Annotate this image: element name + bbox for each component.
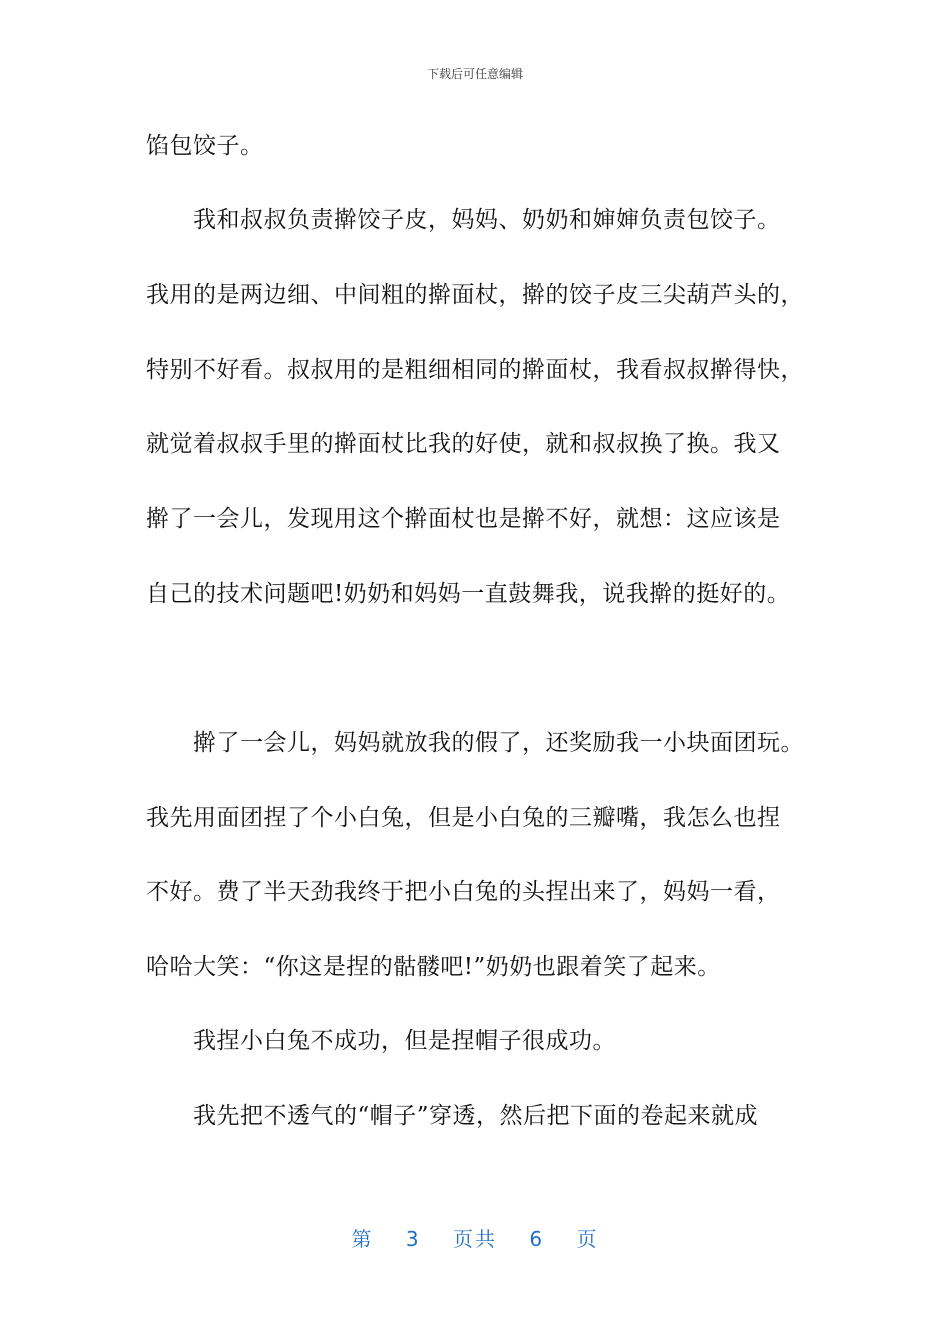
header-text: 下载后可任意编辑 <box>426 67 523 81</box>
text-line: 擀了一会儿，发现用这个擀面杖也是擀不好，就想：这应该是 <box>146 506 781 532</box>
footer-suffix: 页 <box>576 1227 599 1251</box>
text-line: 自己的技术问题吧!奶奶和妈妈一直鼓舞我，说我擀的挺好的。 <box>146 581 791 607</box>
text-line: 我和叔叔负责擀饺子皮，妈妈、奶奶和婶婶负责包饺子。 <box>193 207 781 233</box>
text-line: 我捏小白兔不成功，但是捏帽子很成功。 <box>193 1028 616 1054</box>
footer-current-page: 3 <box>405 1227 421 1251</box>
text-line: 就觉着叔叔手里的擀面杖比我的好使，就和叔叔换了换。我又 <box>146 431 781 457</box>
page-footer <box>0 1226 950 1252</box>
text-line: 我先用面团捏了个小白兔，但是小白兔的三瓣嘴，我怎么也捏 <box>146 805 781 831</box>
text-line: 擀了一会儿，妈妈就放我的假了，还奖励我一小块面团玩。 <box>193 730 804 756</box>
text-line: 我先把不透气的“帽子”穿透，然后把下面的卷起来就成 <box>193 1103 759 1129</box>
footer-prefix: 第 <box>351 1227 374 1251</box>
text-line: 哈哈大笑：“你这是捏的骷髅吧!”奶奶也跟着笑了起来。 <box>146 954 721 980</box>
footer-total-pages: 6 <box>529 1227 545 1251</box>
footer-middle: 页共 <box>453 1227 497 1251</box>
text-line: 不好。费了半天劲我终于把小白兔的头捏出来了，妈妈一看， <box>146 879 781 905</box>
text-line: 馅包饺子。 <box>146 133 264 159</box>
text-line: 我用的是两边细、中间粗的擀面杖，擀的饺子皮三尖葫芦头的， <box>146 282 804 308</box>
text-line: 特别不好看。叔叔用的是粗细相同的擀面杖，我看叔叔擀得快， <box>146 357 804 383</box>
